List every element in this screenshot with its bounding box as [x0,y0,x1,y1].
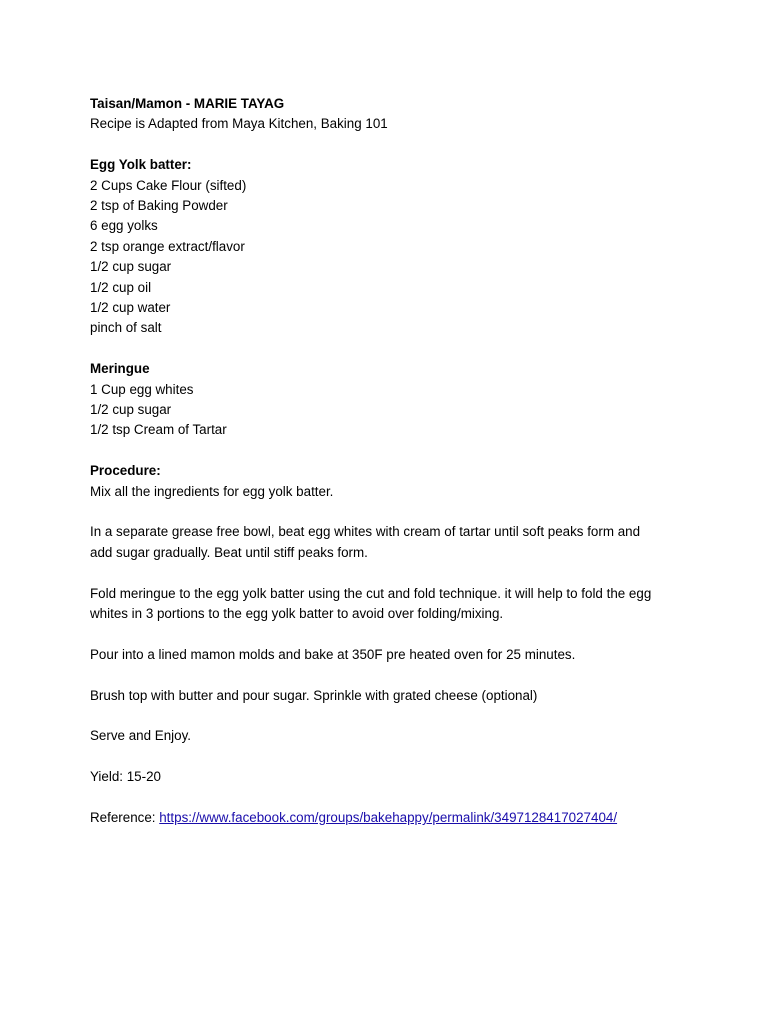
recipe-source: Recipe is Adapted from Maya Kitchen, Baking 101 [90,116,388,132]
spacer [90,665,690,685]
egg-yolk-batter-list [90,176,690,339]
recipe-title [90,94,690,114]
title-separator: - [182,96,194,111]
recipe-name: Taisan/Mamon [90,96,183,111]
ingredient-item: 2 tsp of Baking Powder [90,198,228,214]
ingredient-item: 1/2 tsp Cream of Tartar [90,422,227,438]
reference-link[interactable]: https://www.facebook.com/groups/bakehappy/permalink/3497128417027404/ [159,810,618,826]
ingredient-item: 1/2 cup water [90,300,171,316]
procedure-step-3-line-2: whites in 3 portions to the egg yolk batter to avoid over folding/mixing. [90,606,504,622]
spacer [90,502,690,522]
reference-label: Reference: [90,810,160,826]
spacer [90,441,690,461]
meringue-heading: Meringue [90,361,150,377]
procedure-step-1: Mix all the ingredients for egg yolk batter. [90,483,334,499]
egg-yolk-batter-heading: Egg Yolk batter: [90,157,192,173]
procedure-step-2-line-1: In a separate grease free bowl, beat egg whites with cream of tartar until soft peaks form and [90,524,641,540]
reference-line [90,808,690,828]
spacer [90,788,690,808]
ingredient-item: pinch of salt [90,320,162,336]
ingredient-item: 6 egg yolks [90,218,158,234]
procedure-step-3 [90,584,690,625]
ingredient-item: 2 tsp orange extract/flavor [90,238,245,254]
yield-text: Yield: 15-20 [90,769,161,785]
procedure-step-5: Brush top with butter and pour sugar. Sprinkle with grated cheese (optional) [90,687,538,703]
spacer [90,563,690,583]
ingredient-item: 1 Cup egg whites [90,381,194,397]
spacer [90,135,690,155]
spacer [90,339,690,359]
recipe-author: MARIE TAYAG [193,96,285,111]
ingredient-item: 1/2 cup sugar [90,259,172,275]
procedure-step-6: Serve and Enjoy. [90,728,191,744]
ingredient-item: 2 Cups Cake Flour (sifted) [90,177,247,193]
procedure-heading: Procedure: [90,463,161,479]
procedure-step-2-line-2: add sugar gradually. Beat until stiff peaks form. [90,544,368,560]
meringue-list [90,380,690,441]
procedure-step-2 [90,522,690,563]
procedure-step-3-line-1: Fold meringue to the egg yolk batter using the cut and fold technique. it will help to fold the egg [90,585,652,601]
ingredient-item: 1/2 cup sugar [90,402,172,418]
procedure-step-4: Pour into a lined mamon molds and bake at 350F pre heated oven for 25 minutes. [90,646,576,662]
spacer [90,706,690,726]
spacer [90,624,690,644]
ingredient-item: 1/2 cup oil [90,279,152,295]
spacer [90,747,690,767]
recipe-document [90,94,690,828]
